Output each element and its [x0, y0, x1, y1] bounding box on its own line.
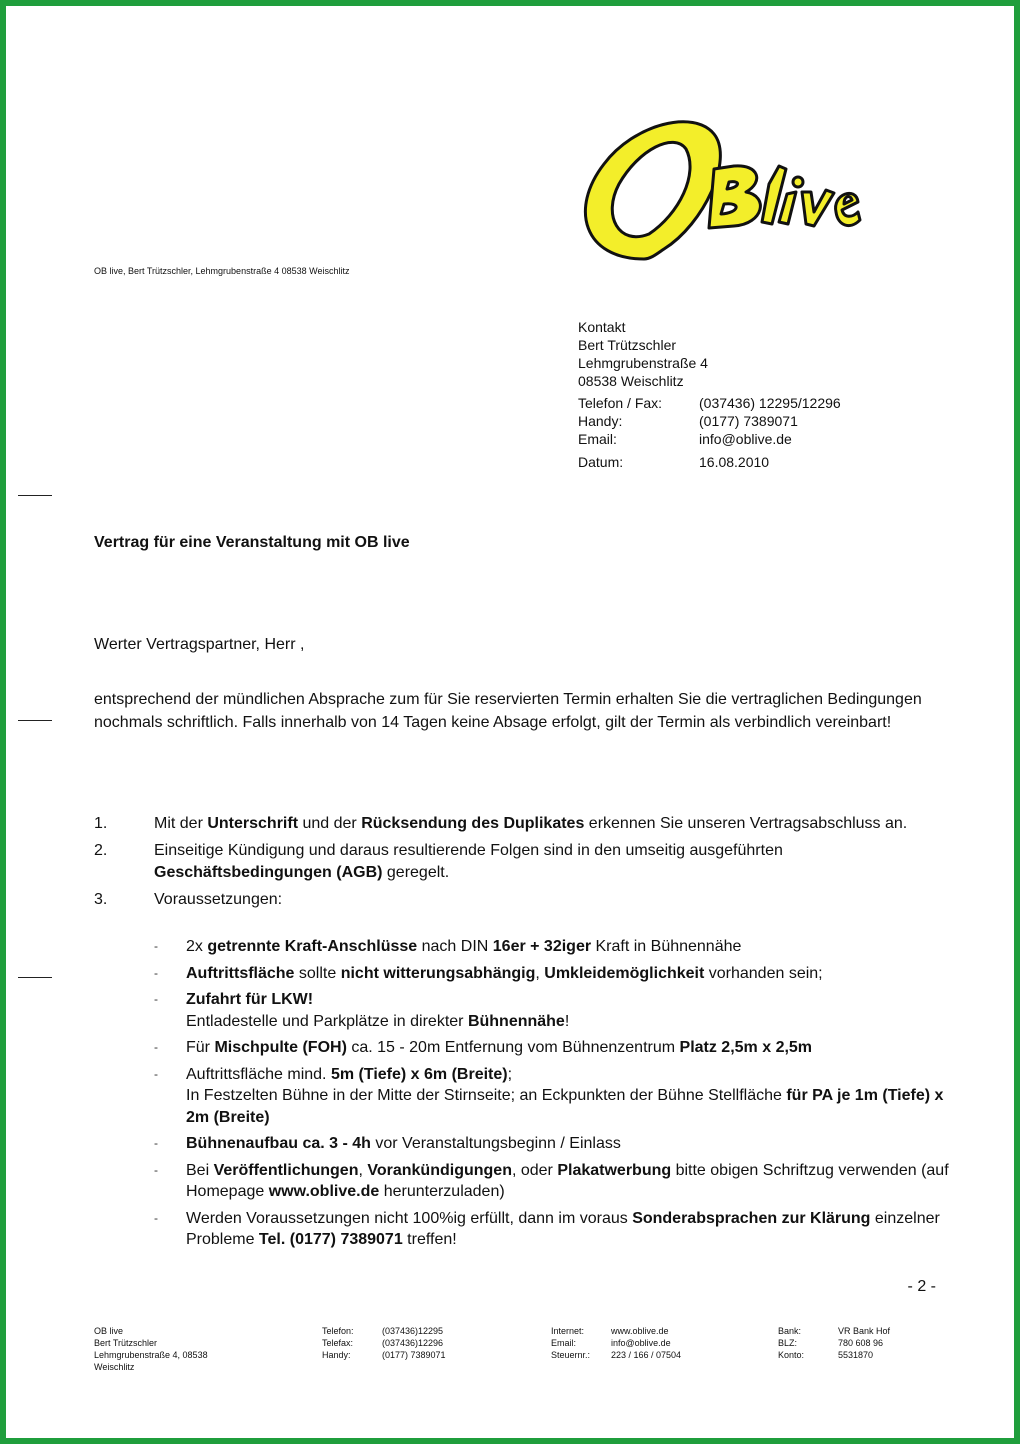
condition-text: 2x getrennte Kraft-Anschlüsse nach DIN 16er + 32iger Kraft in Bühnennähe	[186, 938, 742, 955]
dash-bullet: -	[154, 1136, 158, 1150]
dash-bullet: -	[154, 992, 158, 1006]
intro-paragraph: entsprechend der mündlichen Absprache zum für Sie reservierten Termin erhalten Sie die vertraglichen Bedingungen nochmals schriftlich. Falls innerhalb von 14 Tagen keine Absage erfolgt, gilt der Termin als verbindlich vereinbart!	[94, 691, 922, 731]
contact-value: info@oblive.de	[699, 431, 792, 447]
footer-line: Bert Trützschler	[94, 1338, 158, 1348]
contact-value: (037436) 12295/12296	[699, 395, 841, 411]
footer-label: Handy:	[322, 1350, 351, 1360]
list-item	[94, 889, 954, 911]
dash-bullet: -	[154, 1162, 158, 1177]
contact-city: 08538 Weischlitz	[578, 373, 684, 389]
footer-label: Konto:	[778, 1350, 805, 1360]
item-number: 1.	[94, 815, 108, 832]
condition-item	[154, 963, 954, 985]
date-value: 16.08.2010	[699, 454, 770, 470]
list-item	[94, 813, 954, 835]
footer-value: (0177) 7389071	[382, 1350, 446, 1360]
date-label: Datum:	[578, 454, 624, 470]
footer-value: 5531870	[838, 1350, 874, 1360]
salutation: Werter Vertragspartner, Herr ,	[94, 636, 305, 653]
footer-value: 223 / 166 / 07504	[611, 1350, 682, 1360]
contact-heading: Kontakt	[578, 319, 626, 335]
footer-row	[322, 1337, 522, 1349]
numbered-list	[94, 813, 954, 916]
footer-bank	[778, 1325, 978, 1361]
contact-row-email	[578, 430, 841, 448]
condition-text: Bei Veröffentlichungen, Vorankündigungen, oder Plakatwerbung bitte obigen Schriftzug verwenden (auf Homepage www.oblive.de herunterzuladen)	[186, 1161, 949, 1200]
footer-row	[322, 1349, 522, 1361]
contact-label: Email:	[578, 431, 617, 447]
item-text: Einseitige Kündigung und daraus resultierende Folgen sind in den umseitig ausgeführten Geschäftsbedingungen (AGB) geregelt.	[154, 842, 783, 881]
punch-mark	[18, 720, 52, 721]
fold-mark	[18, 977, 52, 978]
footer-line: OB live	[94, 1326, 124, 1336]
footer-line: Weischlitz	[94, 1362, 135, 1372]
contact-row-date	[578, 453, 841, 471]
footer-row	[778, 1349, 978, 1361]
letter-subject: Vertrag für eine Veranstaltung mit OB live	[94, 534, 410, 551]
footer-label: Telefon:	[322, 1326, 354, 1336]
condition-text: Zufahrt für LKW! Entladestelle und Parkplätze in direkter Bühnennähe!	[186, 991, 570, 1030]
footer-label: Email:	[551, 1338, 577, 1348]
condition-text: Auftrittsfläche sollte nicht witterungsabhängig, Umkleidemöglichkeit vorhanden sein;	[186, 964, 823, 982]
footer-value: VR Bank Hof	[838, 1326, 891, 1336]
footer-row	[551, 1325, 751, 1337]
fold-mark	[18, 495, 52, 496]
condition-text: Bühnenaufbau ca. 3 - 4h vor Veranstaltungsbeginn / Einlass	[186, 1135, 621, 1152]
contact-value: (0177) 7389071	[699, 413, 798, 429]
footer-value: 780 608 96	[838, 1338, 884, 1348]
condition-item	[154, 989, 954, 1032]
condition-item	[154, 1160, 954, 1203]
condition-item	[154, 1208, 954, 1251]
oblive-logo	[574, 114, 864, 264]
item-text: Voraussetzungen:	[154, 891, 283, 908]
condition-text: Auftrittsfläche mind. 5m (Tiefe) x 6m (Breite); In Festzelten Bühne in der Mitte der Stirnseite; an Eckpunkten der Bühne Stellfläche für PA je 1m (Tiefe) x 2m (Breite)	[186, 1065, 944, 1126]
footer-row	[322, 1325, 522, 1337]
condition-text: Werden Voraussetzungen nicht 100%ig erfüllt, dann im voraus Sonderabsprachen zur Klärung einzelner Probleme Tel. (0177) 7389071 treffen!	[186, 1209, 940, 1248]
dash-bullet: -	[154, 1040, 158, 1054]
list-item	[94, 840, 954, 884]
contact-block	[578, 318, 841, 471]
footer-web	[551, 1325, 751, 1361]
page-number: - 2 -	[907, 1278, 936, 1295]
contact-row-phone	[578, 394, 841, 412]
contact-name: Bert Trützschler	[578, 337, 677, 353]
condition-item	[154, 936, 954, 958]
dash-bullet: -	[154, 939, 158, 953]
item-number: 3.	[94, 891, 108, 908]
dash-bullet: -	[154, 1210, 158, 1225]
condition-item	[154, 1037, 954, 1059]
dash-bullet: -	[154, 965, 158, 980]
condition-item	[154, 1064, 954, 1129]
footer-value: (037436)12295	[382, 1326, 444, 1336]
footer-label: Bank:	[778, 1326, 802, 1336]
condition-item	[154, 1133, 954, 1155]
footer-value: www.oblive.de	[611, 1326, 669, 1336]
contact-street: Lehmgrubenstraße 4	[578, 355, 708, 371]
footer-label: Internet:	[551, 1326, 585, 1336]
footer-row	[551, 1349, 751, 1361]
footer-label: Steuernr.:	[551, 1350, 591, 1360]
conditions-list	[154, 936, 954, 1256]
item-text: Mit der Unterschrift und der Rücksendung des Duplikates erkennen Sie unseren Vertragsabschluss an.	[154, 815, 908, 832]
footer-company	[94, 1325, 264, 1373]
contact-row-mobile	[578, 412, 841, 430]
footer-phones	[322, 1325, 522, 1361]
sender-address-line: OB live, Bert Trützschler, Lehmgrubenstraße 4 08538 Weischlitz	[94, 266, 350, 276]
dash-bullet: -	[154, 1066, 158, 1081]
contact-label: Handy:	[578, 413, 623, 429]
footer-line: Lehmgrubenstraße 4, 08538	[94, 1350, 208, 1360]
footer-row	[551, 1337, 751, 1349]
footer-label: Telefax:	[322, 1338, 354, 1348]
footer-row	[778, 1325, 978, 1337]
condition-text: Für Mischpulte (FOH) ca. 15 - 20m Entfernung vom Bühnenzentrum Platz 2,5m x 2,5m	[186, 1039, 813, 1056]
item-number: 2.	[94, 842, 108, 859]
footer-label: BLZ:	[778, 1338, 798, 1348]
footer-value: info@oblive.de	[611, 1338, 671, 1348]
contact-label: Telefon / Fax:	[578, 395, 663, 411]
footer-value: (037436)12296	[382, 1338, 444, 1348]
footer-row	[778, 1337, 978, 1349]
